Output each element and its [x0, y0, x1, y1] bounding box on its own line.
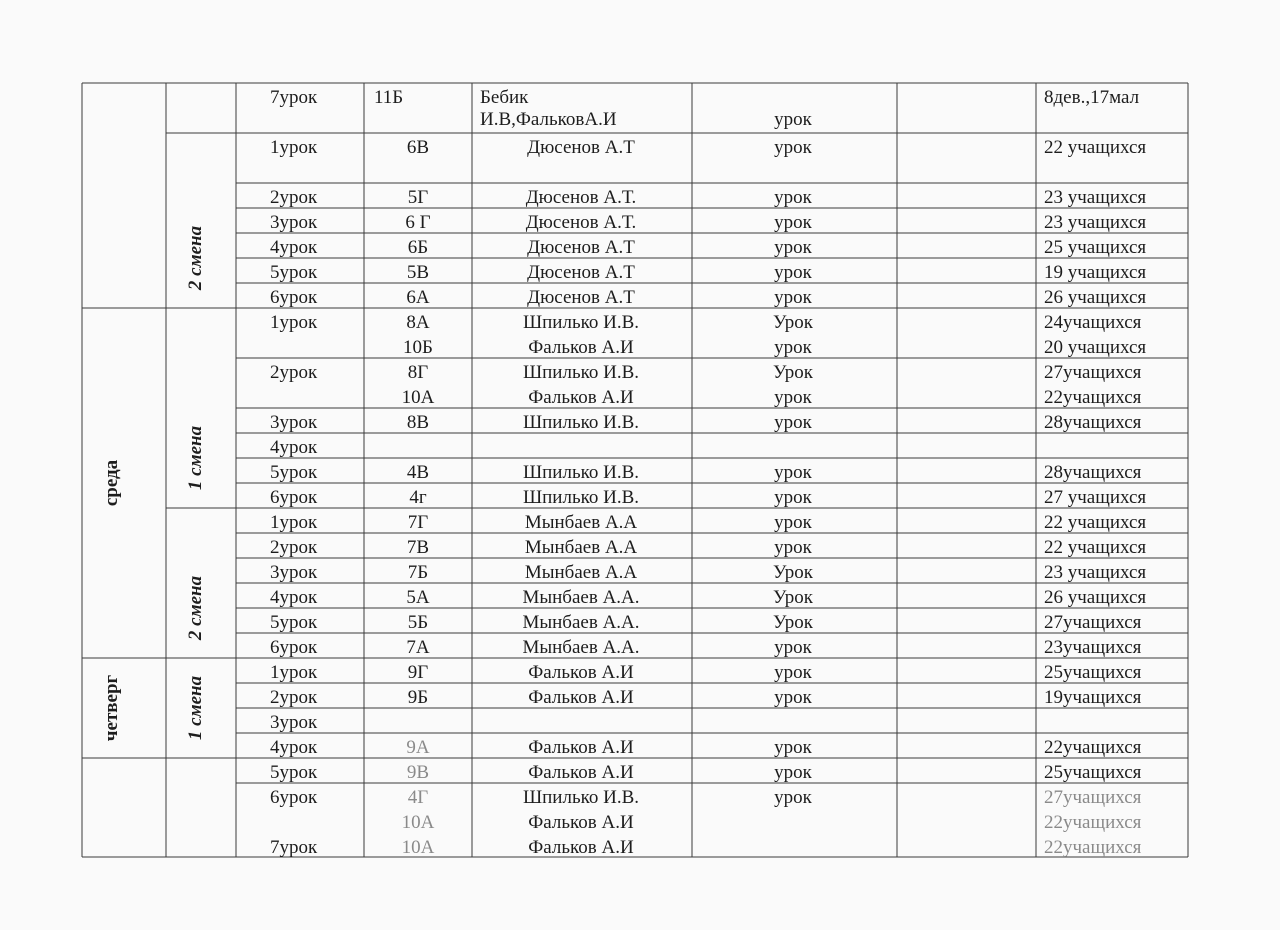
lesson-form: урок: [774, 662, 812, 683]
class-name: 7Г: [407, 512, 429, 533]
lesson-form: урок: [774, 109, 812, 130]
lesson-number: 5урок: [270, 462, 318, 483]
lesson-number: 3урок: [270, 212, 318, 233]
shift-label-2-wednesday: 2 смена: [185, 575, 206, 641]
class-name: 6 Г: [405, 212, 431, 233]
day-label-thursday: четверг: [101, 674, 122, 742]
teacher-name: Дюсенов А.Т: [527, 137, 635, 158]
student-count: 20 учащихся: [1044, 337, 1147, 358]
lesson-number: 1урок: [270, 662, 318, 683]
class-name: 5А: [406, 587, 430, 608]
student-count: 22учащихся: [1044, 737, 1142, 758]
student-count: 23 учащихся: [1044, 212, 1147, 233]
lesson-form: урок: [774, 237, 812, 258]
class-name: 8В: [406, 412, 430, 433]
teacher-name: Шпилько И.В.: [522, 487, 640, 508]
lesson-form: урок: [774, 537, 812, 558]
lesson-number: 6урок: [270, 287, 318, 308]
lesson-number: 4урок: [270, 587, 318, 608]
day-label-wednesday: среда: [101, 459, 122, 507]
teacher-name: Дюсенов А.Т: [527, 287, 635, 308]
student-count: 22учащихся: [1044, 812, 1142, 833]
lesson-form: урок: [774, 762, 812, 783]
teacher-name: Фальков А.И: [528, 812, 634, 833]
lesson-number: 4урок: [270, 237, 318, 258]
student-count: 22 учащихся: [1044, 537, 1147, 558]
lesson-number: 5урок: [270, 262, 318, 283]
teacher-name: Мынбаев А.А.: [522, 587, 640, 608]
lesson-number: 4урок: [270, 737, 318, 758]
teacher-name: Мынбаев А.А: [524, 562, 638, 583]
class-name: 4Г: [407, 787, 429, 808]
lesson-form: урок: [774, 187, 812, 208]
lesson-number: 3урок: [270, 412, 318, 433]
student-count: 27учащихся: [1044, 362, 1142, 383]
student-count: 25учащихся: [1044, 762, 1142, 783]
lesson-form: урок: [774, 387, 812, 408]
lesson-form: урок: [774, 637, 812, 658]
lesson-number: 6урок: [270, 487, 318, 508]
student-count: 28учащихся: [1044, 462, 1142, 483]
student-count: 19 учащихся: [1044, 262, 1147, 283]
student-count: 22 учащихся: [1044, 512, 1147, 533]
lesson-number: 4урок: [270, 437, 318, 458]
lesson-number: 6урок: [270, 637, 318, 658]
student-count: 27учащихся: [1044, 612, 1142, 633]
teacher-name: Дюсенов А.Т.: [525, 212, 637, 233]
lesson-form: урок: [774, 262, 812, 283]
lesson-number: 3урок: [270, 712, 318, 733]
lesson-form: урок: [774, 462, 812, 483]
student-count: 23 учащихся: [1044, 562, 1147, 583]
teacher-name: Фальков А.И: [528, 387, 634, 408]
lesson-form: урок: [774, 687, 812, 708]
student-count: 22учащихся: [1044, 387, 1142, 408]
student-count: 22учащихся: [1044, 837, 1142, 858]
lesson-number: 1урок: [270, 137, 318, 158]
class-name: 7Б: [407, 562, 429, 583]
class-name: 10А: [401, 837, 435, 858]
lesson-form: Урок: [772, 587, 814, 608]
class-name: 5Г: [407, 187, 429, 208]
student-count: 26 учащихся: [1044, 587, 1147, 608]
lesson-number: 1урок: [270, 512, 318, 533]
student-count: 23 учащихся: [1044, 187, 1147, 208]
student-count: 28учащихся: [1044, 412, 1142, 433]
shift-label-2-top: 2 смена: [185, 225, 206, 291]
teacher-name: Фальков А.И: [528, 662, 634, 683]
lesson-number: 5урок: [270, 612, 318, 633]
student-count: 27учащихся: [1044, 787, 1142, 808]
shift-label-1-wednesday: 1 смена: [185, 425, 206, 491]
lesson-number: 3урок: [270, 562, 318, 583]
teacher-name: Шпилько И.В.: [522, 462, 640, 483]
class-name: 10А: [401, 812, 435, 833]
class-name: 8А: [406, 312, 430, 333]
class-name: 4г: [409, 487, 427, 508]
class-name: 7А: [406, 637, 430, 658]
teacher-name: Фальков А.И: [528, 737, 634, 758]
teacher-name-cont: И.В,ФальковА.И: [480, 109, 617, 130]
teacher-name: Мынбаев А.А.: [522, 637, 640, 658]
class-name: 10А: [401, 387, 435, 408]
lesson-number: 2урок: [270, 537, 318, 558]
lesson-number: 2урок: [270, 362, 318, 383]
class-name: 6А: [406, 287, 430, 308]
lesson-form: урок: [774, 137, 812, 158]
class-name: 10Б: [403, 337, 433, 358]
student-count: 25учащихся: [1044, 662, 1142, 683]
teacher-name: Шпилько И.В.: [522, 787, 640, 808]
student-count: 22 учащихся: [1044, 137, 1147, 158]
student-count: 27 учащихся: [1044, 487, 1147, 508]
teacher-name: Шпилько И.В.: [522, 412, 640, 433]
class-name: 9Б: [407, 687, 429, 708]
lesson-form: Урок: [772, 562, 814, 583]
lesson-form: Урок: [772, 362, 814, 383]
lesson-form: урок: [774, 412, 812, 433]
teacher-name: Мынбаев А.А.: [522, 612, 640, 633]
class-name: 4В: [406, 462, 430, 483]
lesson-form: урок: [774, 287, 812, 308]
lesson-number: 2урок: [270, 687, 318, 708]
student-count: 8дев.,17мал: [1044, 87, 1140, 108]
student-count: 23учащихся: [1044, 637, 1142, 658]
student-count: 25 учащихся: [1044, 237, 1147, 258]
class-name: 5Б: [407, 612, 429, 633]
lesson-form: урок: [774, 487, 812, 508]
teacher-name: Фальков А.И: [528, 337, 634, 358]
teacher-name: Мынбаев А.А: [524, 512, 638, 533]
teacher-name: Шпилько И.В.: [522, 362, 640, 383]
lesson-form: урок: [774, 337, 812, 358]
teacher-name: Бебик: [480, 87, 529, 108]
class-name: 7В: [406, 537, 430, 558]
lesson-form: урок: [774, 212, 812, 233]
teacher-name: Фальков А.И: [528, 687, 634, 708]
lesson-form: урок: [774, 737, 812, 758]
lesson-form: Урок: [772, 612, 814, 633]
class-name: 6В: [406, 137, 430, 158]
class-name: 8Г: [407, 362, 429, 383]
class-name: 9В: [406, 762, 430, 783]
lesson-number: 5урок: [270, 762, 318, 783]
lesson-number: 6урок: [270, 787, 318, 808]
teacher-name: Шпилько И.В.: [522, 312, 640, 333]
student-count: 26 учащихся: [1044, 287, 1147, 308]
student-count: 19учащихся: [1044, 687, 1142, 708]
lesson-form: урок: [774, 512, 812, 533]
teacher-name: Дюсенов А.Т.: [525, 187, 637, 208]
lesson-number: 2урок: [270, 187, 318, 208]
lesson-number: 7урок: [270, 837, 318, 858]
class-name: 6Б: [407, 237, 429, 258]
teacher-name: Фальков А.И: [528, 837, 634, 858]
class-name: 9А: [406, 737, 430, 758]
class-name: 5В: [406, 262, 430, 283]
lesson-form: Урок: [772, 312, 814, 333]
teacher-name: Дюсенов А.Т: [527, 237, 635, 258]
teacher-name: Дюсенов А.Т: [527, 262, 635, 283]
student-count: 24учащихся: [1044, 312, 1142, 333]
teacher-name: Фальков А.И: [528, 762, 634, 783]
shift-label-1-thursday: 1 смена: [185, 675, 206, 741]
lesson-number: 7урок: [270, 87, 318, 108]
class-name: 11Б: [374, 87, 404, 108]
lesson-form: урок: [774, 787, 812, 808]
lesson-number: 1урок: [270, 312, 318, 333]
class-name: 9Г: [407, 662, 429, 683]
teacher-name: Мынбаев А.А: [524, 537, 638, 558]
